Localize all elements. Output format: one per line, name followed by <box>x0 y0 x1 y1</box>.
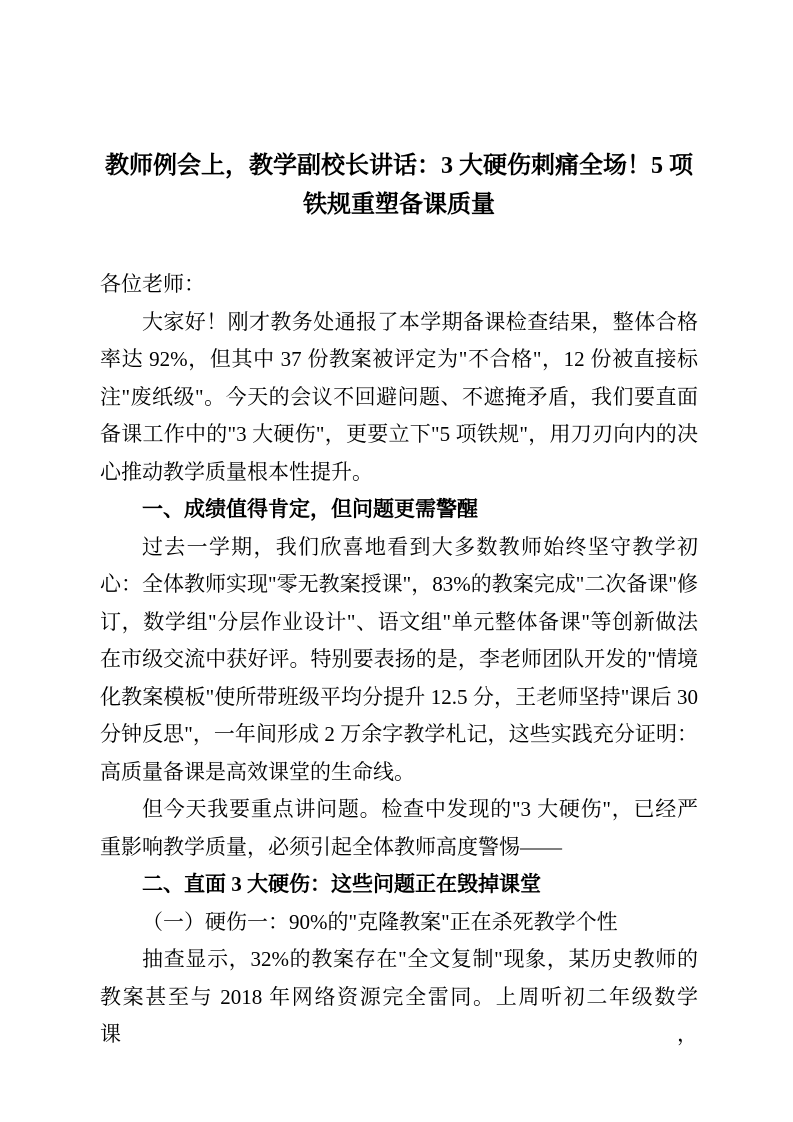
section-heading-1: 一、成绩值得肯定，但问题更需警醒 <box>142 497 478 521</box>
achievements-paragraph: 过去一学期，我们欣喜地看到大多数教师始终坚守教学初心：全体教师实现"零无教案授课"，83%的教案完成"二次备课"修订，数学组"分层作业设计"、语文组"单元整体备课"等创新做法在市级交流中获好评。特别要表扬的是，李老师团队开发的"情境化教案模板"使所带班级平均分提升 12.5 分，王老师坚持"课后 30 分钟反思"，一年间形成 2 万余字教学札记，这些实践充分证明：高质量备课是高效课堂的生命线。 <box>100 534 698 784</box>
subsection-heading-1: （一）硬伤一：90%的"克隆教案"正在杀死教学个性 <box>142 909 618 934</box>
transition-paragraph: 但今天我要重点讲问题。检查中发现的"3 大硬伤"，已经严重影响教学质量，必须引起全体教师高度警惕—— <box>100 797 698 859</box>
opening-paragraph: 大家好！刚才教务处通报了本学期备课检查结果，整体合格率达 92%，但其中 37 份教案被评定为"不合格"，12 份被直接标注"废纸级"。今天的会议不回避问题、不遮掩矛盾，我们要直面备课工作中的"3 大硬伤"，更要立下"5 项铁规"，用刀刃向内的决心推动教学质量根本性提升。 <box>100 309 698 484</box>
section-heading-2: 二、直面 3 大硬伤：这些问题正在毁掉课堂 <box>142 872 541 896</box>
salutation: 各位老师： <box>100 272 205 296</box>
document-content <box>100 147 698 1054</box>
inspection-paragraph: 抽查显示，32%的教案存在"全文复制"现象，某历史教师的教案甚至与 2018 年网络资源完全雷同。上周听初二年级数学课， <box>100 947 698 1046</box>
document-title: 教师例会上，教学副校长讲话：3 大硬伤刺痛全场！5 项铁规重塑备课质量 <box>105 153 693 218</box>
